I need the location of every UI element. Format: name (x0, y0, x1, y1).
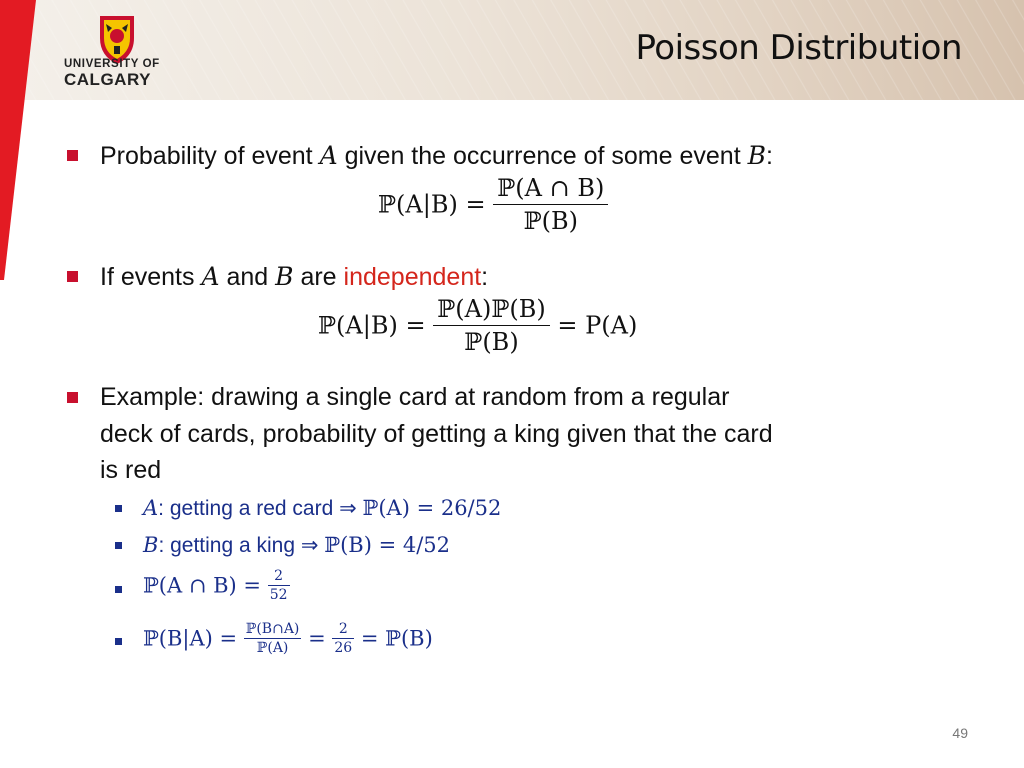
logo-text-university-of: UNIVERSITY OF (64, 58, 160, 70)
sub-4-numerator-1: ℙ(B∩A) (245, 621, 300, 637)
sub-bullet-3 (143, 568, 290, 603)
formula-2-rhs: = P(A) (557, 311, 638, 340)
bullet-2-var-b: B (275, 262, 294, 291)
bullet-1-var-b: B (747, 141, 766, 170)
red-accent-bar (0, 0, 40, 280)
sub-2-text: : getting a king ⇒ (158, 534, 325, 557)
bullet-3-line-2: deck of cards, probability of getting a king given that the card (100, 420, 773, 448)
sub-4-rhs: = ℙ(B) (360, 626, 433, 651)
independence-formula (318, 295, 637, 356)
bullet-3-line-1: Example: drawing a single card at random from a regular (100, 383, 730, 411)
sub-bullet-marker (115, 638, 122, 645)
sub-3-fraction (268, 568, 290, 603)
bullet-marker (67, 271, 78, 282)
formula-2-denominator: ℙ(B) (464, 328, 519, 356)
bullet-2-text (100, 260, 488, 294)
bullet-marker (67, 392, 78, 403)
bullet-2-var-a: A (201, 262, 220, 291)
sub-2-var: B (143, 533, 159, 557)
sub-3-numerator: 2 (268, 568, 290, 586)
logo-text-calgary: CALGARY (64, 70, 151, 89)
sub-1-var: A (143, 496, 159, 520)
bullet-1-var-a: A (319, 141, 338, 170)
page-number: 49 (952, 725, 968, 741)
sub-bullet-marker (115, 505, 122, 512)
slide-title: Poisson Distribution (635, 28, 962, 68)
bullet-2-mid: and (219, 263, 276, 291)
sub-bullet-1 (143, 496, 501, 521)
formula-2-lhs: ℙ(A|B) = (318, 311, 426, 340)
sub-4-denominator-2: 26 (334, 640, 353, 656)
bullet-marker (67, 150, 78, 161)
sub-4-denominator-1: ℙ(A) (256, 640, 289, 656)
sub-2-math: ℙ(B) = 4/52 (324, 533, 451, 557)
conditional-probability-formula (378, 174, 608, 235)
bullet-3-line-3: is red (100, 456, 162, 484)
sub-bullet-marker (115, 542, 122, 549)
sub-4-lhs: ℙ(B|A) = (143, 626, 238, 651)
sub-3-lhs: ℙ(A ∩ B) = (143, 573, 261, 598)
sub-1-text: : getting a red card ⇒ (158, 497, 363, 520)
bullet-1-pre: Probability of event (100, 142, 320, 170)
sub-4-eq: = (308, 626, 326, 651)
bullet-2-end: : (481, 263, 489, 291)
formula-2-fraction (433, 295, 550, 356)
bullet-1-text (100, 139, 773, 173)
bullet-2-pre: If events (100, 263, 202, 291)
formula-1-denominator: ℙ(B) (523, 207, 578, 235)
sub-4-numerator-2: 2 (332, 621, 354, 639)
bullet-1-post: : (765, 142, 773, 170)
sub-bullet-4 (143, 621, 433, 656)
sub-bullet-2 (143, 533, 450, 558)
formula-1-numerator: ℙ(A ∩ B) (493, 174, 608, 205)
independent-highlight: independent (343, 263, 482, 291)
sub-bullet-marker (115, 586, 122, 593)
bullet-2-post: are (293, 263, 344, 291)
bullet-1-mid: given the occurrence of some event (337, 142, 748, 170)
formula-1-lhs: ℙ(A|B) = (378, 190, 486, 219)
sub-1-math: ℙ(A) = 26/52 (362, 496, 502, 520)
sub-4-fraction-2 (332, 621, 354, 656)
sub-4-fraction-1 (244, 621, 302, 656)
formula-2-numerator: ℙ(A)ℙ(B) (433, 295, 550, 326)
sub-3-denominator: 52 (269, 587, 288, 603)
formula-1-fraction (493, 174, 608, 235)
